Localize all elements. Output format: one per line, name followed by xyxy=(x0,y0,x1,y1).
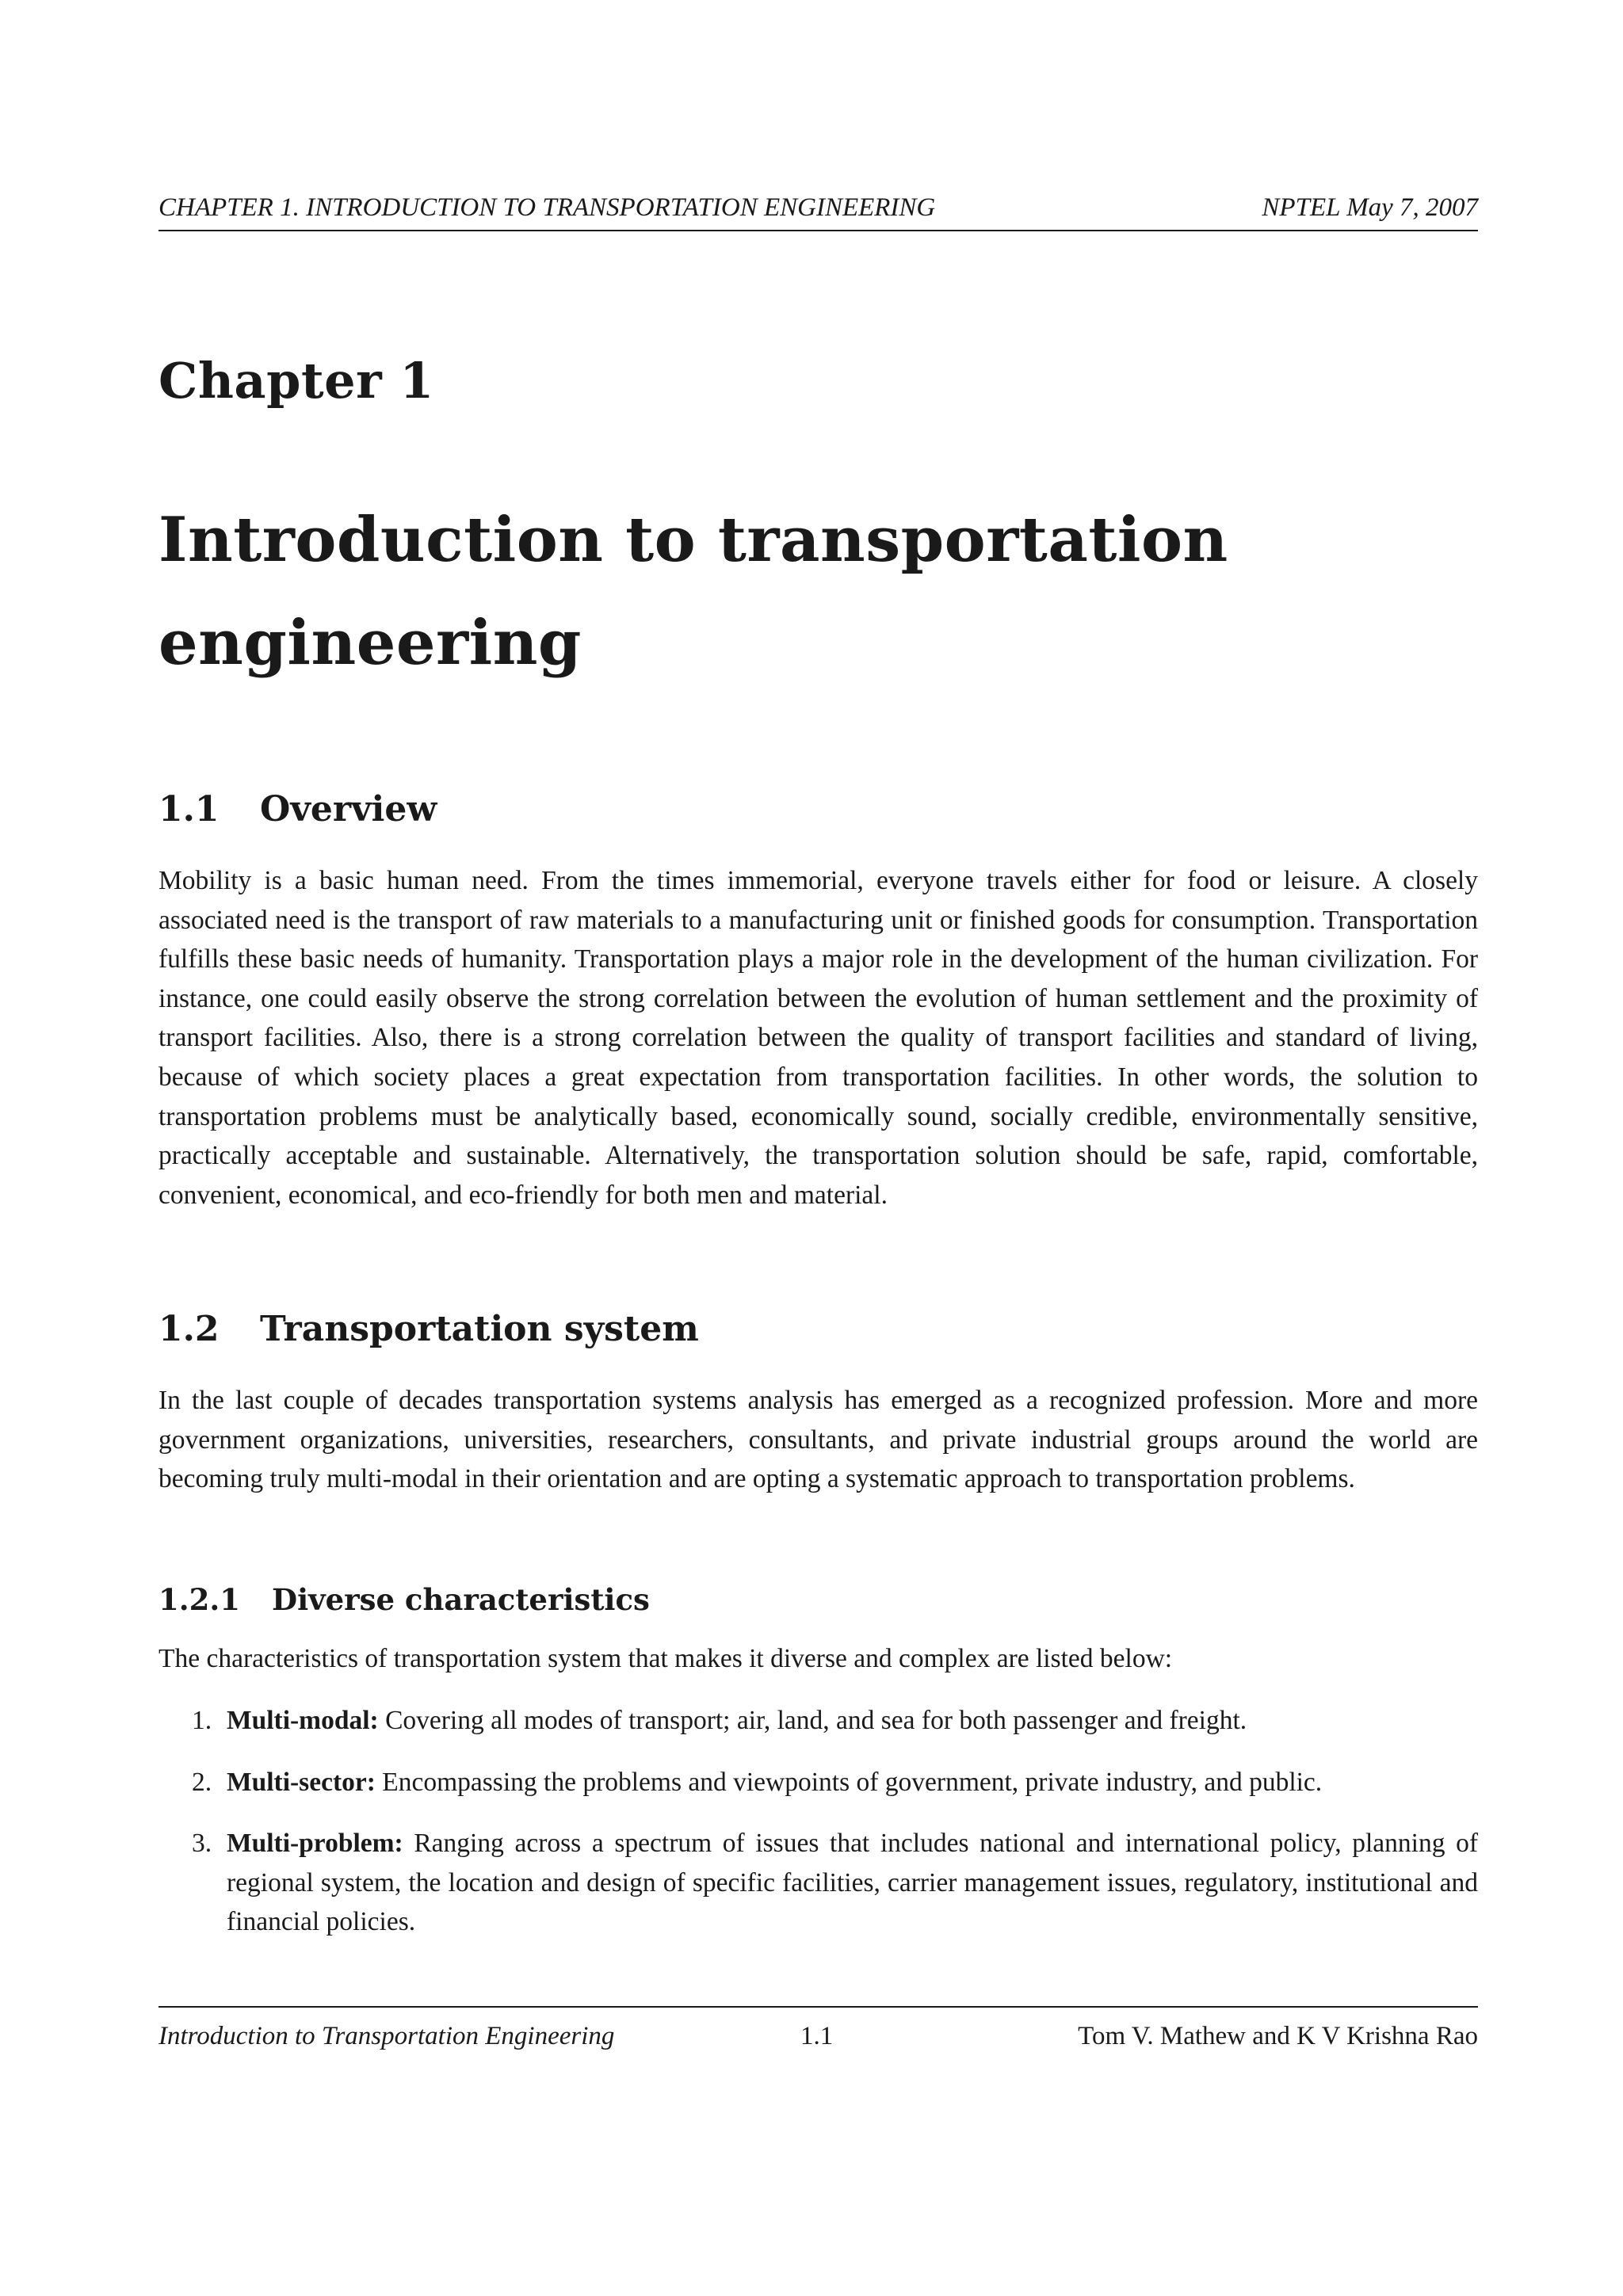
running-header xyxy=(158,193,1478,231)
chapter-title-line-2: engineering xyxy=(158,607,582,679)
subsection-heading-diverse-characteristics xyxy=(158,1582,650,1617)
list-marker: 2. xyxy=(192,1767,212,1797)
list-item xyxy=(158,1701,1478,1741)
list-item-term: Multi-modal: xyxy=(227,1706,379,1735)
transportation-system-paragraph: In the last couple of decades transportation systems analysis has emerged as a recognized profession. More and more government organizations, universities, researchers, consultants, and private industrial groups around the world are becoming truly multi-modal in their orientation and are opting a systematic approach to transportation problems. xyxy=(158,1386,1478,1494)
chapter-title-line-1: Introduction to transportation xyxy=(158,504,1228,576)
header-chapter-title: CHAPTER 1. INTRODUCTION TO TRANSPORTATION ENGINEERING xyxy=(158,193,936,222)
section-heading-overview xyxy=(158,789,437,830)
list-item-term: Multi-problem: xyxy=(227,1829,403,1859)
list-item-text: Covering all modes of transport; air, land, and sea for both passenger and freight. xyxy=(378,1706,1247,1735)
list-marker: 1. xyxy=(192,1706,212,1735)
section-number: 1.1 xyxy=(158,789,220,830)
subsection-number: 1.2.1 xyxy=(158,1582,240,1617)
document-page xyxy=(158,0,1478,2296)
footer-book-title: Introduction to Transportation Engineering xyxy=(158,2022,615,2050)
list-item-text: Encompassing the problems and viewpoints of government, private industry, and public. xyxy=(375,1767,1323,1797)
chapter-label: Chapter 1 xyxy=(158,352,434,410)
section-title: Transportation system xyxy=(260,1309,699,1349)
list-item xyxy=(158,1763,1478,1802)
footer-page-number: 1.1 xyxy=(800,2022,834,2050)
diverse-characteristics-intro: The characteristics of transportation system that makes it diverse and complex are listed below: xyxy=(158,1644,1173,1673)
chapter-title xyxy=(158,489,1478,695)
section-number: 1.2 xyxy=(158,1309,220,1349)
section-title: Overview xyxy=(260,789,437,830)
subsection-title: Diverse characteristics xyxy=(272,1582,650,1617)
list-item-term: Multi-sector: xyxy=(227,1767,376,1797)
list-marker: 3. xyxy=(192,1829,212,1859)
list-item xyxy=(158,1824,1478,1942)
header-date: NPTEL May 7, 2007 xyxy=(1262,193,1478,222)
footer-authors: Tom V. Mathew and K V Krishna Rao xyxy=(1078,2022,1478,2050)
characteristics-list xyxy=(158,1701,1478,1964)
overview-paragraph: Mobility is a basic human need. From the times immemorial, everyone travels either for food or leisure. A closely associated need is the transport of raw materials to a manufacturing unit or finished goods for consumption. Transportation fulfills these basic needs of humanity. Transportation plays a major role in the development of the human civilization. For instance, one could easily observe the strong correlation between the evolution of human settlement and the proximity of transport facilities. Also, there is a strong correlation between the quality of transport facilities and standard of living, because of which society places a great expectation from transportation facilities. In other words, the solution to transportation problems must be analytically based, economically sound, socially credible, environmentally sensitive, practically acceptable and sustainable. Alternatively, the transportation solution should be safe, rapid, comfortable, convenient, economical, and eco-friendly for both men and material. xyxy=(158,866,1478,1210)
running-footer xyxy=(158,2006,1478,2055)
section-heading-transportation-system xyxy=(158,1309,699,1349)
list-item-text: Ranging across a spectrum of issues that includes national and international policy, planning of regional system, the location and design of specific facilities, carrier management issues, regulatory, institutional and financial policies. xyxy=(227,1829,1478,1937)
